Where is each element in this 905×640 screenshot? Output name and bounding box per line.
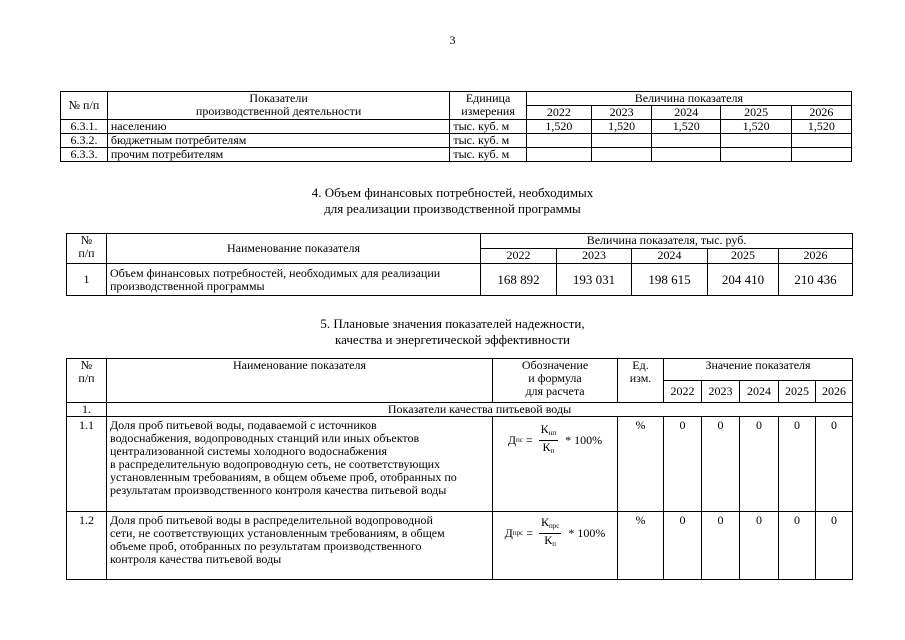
row-value: 0 <box>740 512 779 580</box>
row-formula: Д прс = $\frac{К_{прс}}{К_п}$ * 100% <box>493 512 618 580</box>
year-header: 2022 <box>526 106 591 120</box>
financial-needs-table <box>66 233 853 296</box>
header-value: Величина показателя <box>526 92 851 106</box>
row-value <box>526 148 591 162</box>
table-row <box>67 417 853 512</box>
year-header: 2024 <box>652 106 721 120</box>
year-header: 2025 <box>708 249 779 264</box>
row-num: 6.3.3. <box>61 148 108 162</box>
row-value <box>526 134 591 148</box>
row-num: 1.2 <box>67 512 107 580</box>
section-5-title: 5. Плановые значения показателей надежности, качества и энергетической эффективности <box>320 316 585 347</box>
row-num: 1.1 <box>67 417 107 512</box>
row-value: 1,520 <box>592 120 652 134</box>
header-value: Значение показателя <box>664 359 853 381</box>
row-value: 168 892 <box>481 264 557 296</box>
section-4-title: 4. Объем финансовых потребностей, необходимых для реализации производственной программы <box>311 185 594 216</box>
header-num: № п/п <box>67 359 107 403</box>
year-header: 2023 <box>592 106 652 120</box>
year-header: 2023 <box>557 249 632 264</box>
row-value: 1,520 <box>721 120 791 134</box>
header-indicator: Показатели производственной деятельности <box>107 92 449 120</box>
header-num: № п/п <box>61 92 108 120</box>
row-value: 0 <box>702 512 740 580</box>
reliability-indicators-table <box>66 358 853 580</box>
row-value: 0 <box>779 512 816 580</box>
row-unit: % <box>618 512 664 580</box>
table-row <box>61 134 852 148</box>
year-header: 2026 <box>779 249 853 264</box>
header-name: Наименование показателя <box>107 359 493 403</box>
header-formula: Обозначение и формула для расчета <box>493 359 618 403</box>
year-header: 2022 <box>664 381 702 403</box>
header-unit: Ед. изм. <box>618 359 664 403</box>
production-indicators-table <box>60 91 852 162</box>
group-num: 1. <box>67 403 107 417</box>
row-unit: % <box>618 417 664 512</box>
row-value: 0 <box>740 417 779 512</box>
row-value: 210 436 <box>779 264 853 296</box>
row-value: 198 615 <box>632 264 708 296</box>
header-value: Величина показателя, тыс. руб. <box>481 234 853 249</box>
year-header: 2022 <box>481 249 557 264</box>
row-unit: тыс. куб. м <box>450 120 526 134</box>
row-value: 193 031 <box>557 264 632 296</box>
row-value: 1,520 <box>791 120 851 134</box>
row-value <box>791 134 851 148</box>
row-value: 0 <box>779 417 816 512</box>
group-title: Показатели качества питьевой воды <box>107 403 853 417</box>
row-value: 1,520 <box>652 120 721 134</box>
year-header: 2025 <box>779 381 816 403</box>
year-header: 2024 <box>740 381 779 403</box>
table-row <box>61 120 852 134</box>
row-value <box>652 148 721 162</box>
row-num: 1 <box>67 264 107 296</box>
row-value <box>592 148 652 162</box>
header-unit: Единица измерения <box>450 92 526 120</box>
year-header: 2026 <box>816 381 853 403</box>
row-name: Доля проб питьевой воды в распределительной водопроводной сети, не соответствующих установленным требованиям, в общем объеме проб, отобранных по результатам производственного контроля качества питьевой воды <box>107 512 493 580</box>
row-value <box>791 148 851 162</box>
row-value: 1,520 <box>526 120 591 134</box>
row-value: 0 <box>664 512 702 580</box>
row-value <box>721 134 791 148</box>
header-name: Наименование показателя <box>107 234 481 264</box>
year-header: 2026 <box>791 106 851 120</box>
row-name: прочим потребителям <box>107 148 449 162</box>
row-value <box>721 148 791 162</box>
table-row <box>61 148 852 162</box>
table-row <box>67 512 853 580</box>
row-unit: тыс. куб. м <box>450 134 526 148</box>
row-formula: Д пс = $\frac{К_{нп}}{К_п}$ * 100% <box>493 417 618 512</box>
year-header: 2024 <box>632 249 708 264</box>
row-value: 204 410 <box>708 264 779 296</box>
row-num: 6.3.2. <box>61 134 108 148</box>
row-name: населению <box>107 120 449 134</box>
row-name: бюджетным потребителям <box>107 134 449 148</box>
row-value: 0 <box>816 417 853 512</box>
header-num: № п/п <box>67 234 107 264</box>
row-value: 0 <box>664 417 702 512</box>
year-header: 2025 <box>721 106 791 120</box>
row-value: 0 <box>816 512 853 580</box>
row-value <box>652 134 721 148</box>
row-value <box>592 134 652 148</box>
year-header: 2023 <box>702 381 740 403</box>
row-name: Доля проб питьевой воды, подаваемой с источников водоснабжения, водопроводных станций или иных объектов централизованной системы холодного водоснабжения в распределительную водопроводную сеть, не соответствующих установленным требованиям, в общем объеме проб, отобранных по результатам производственного контроля качества питьевой воды <box>107 417 493 512</box>
row-name: Объем финансовых потребностей, необходимых для реализации производственной программы <box>107 264 481 296</box>
row-unit: тыс. куб. м <box>450 148 526 162</box>
group-row <box>67 403 853 417</box>
row-value: 0 <box>702 417 740 512</box>
table-row <box>67 264 853 296</box>
page-number: 3 <box>449 33 456 47</box>
row-num: 6.3.1. <box>61 120 108 134</box>
